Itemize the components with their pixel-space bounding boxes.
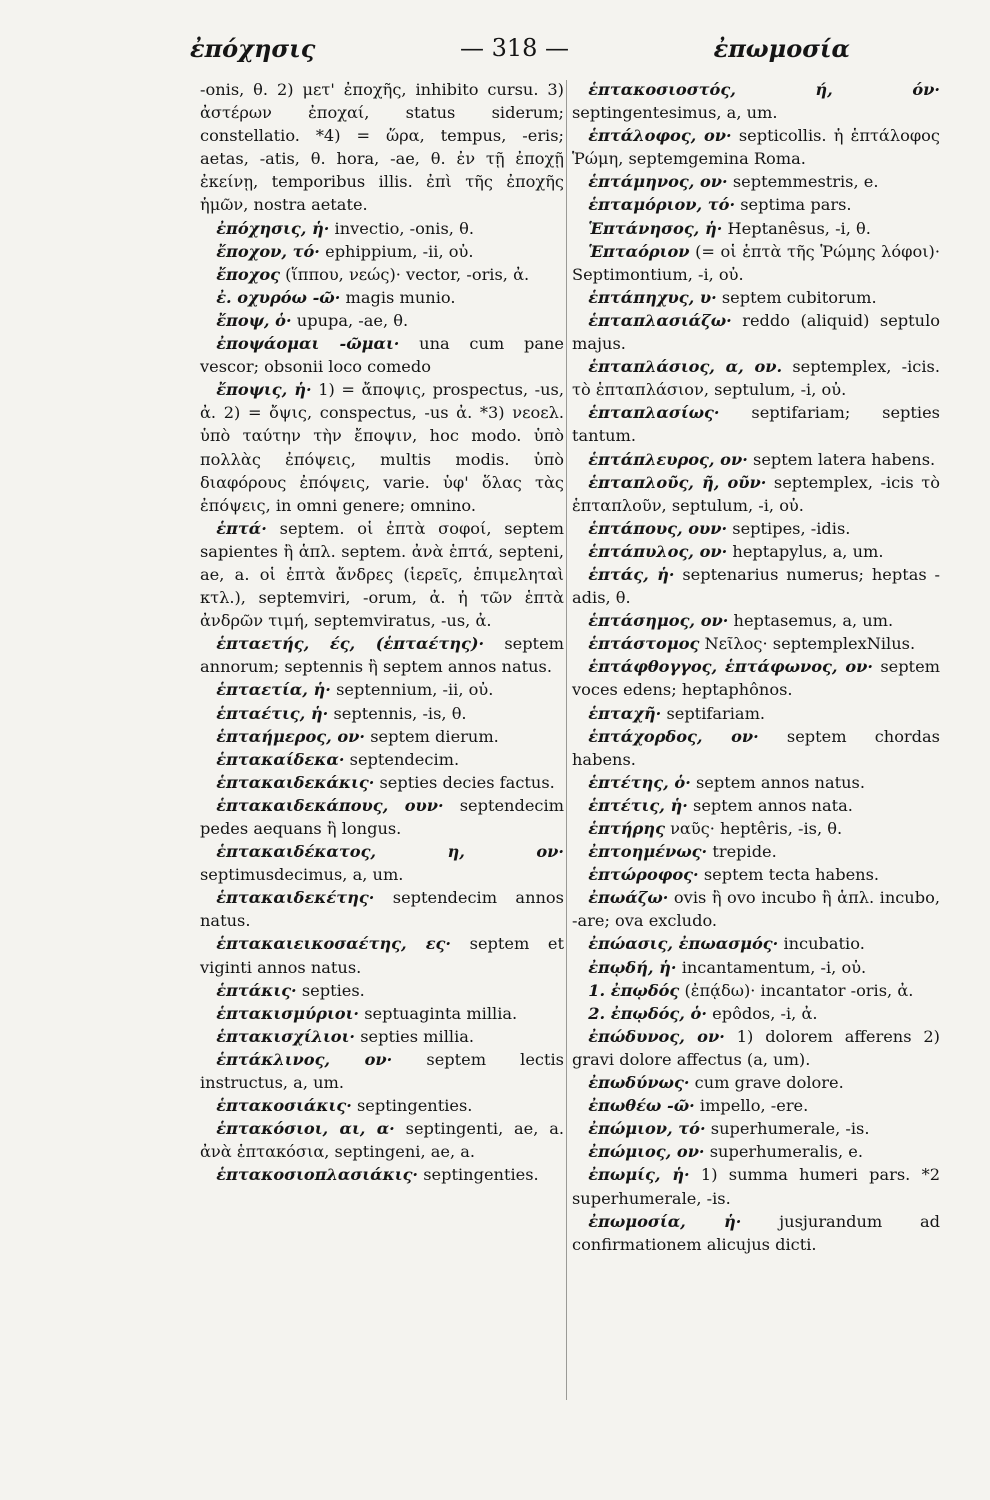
entry-definition: septendecim. <box>349 749 460 769</box>
entry-definition: septicollis. ἡ ἑπτάλοφος Ῥώμη, septemgemina Roma. <box>572 126 940 169</box>
entry-definition: septenarius numerus; heptas -adis, θ. <box>572 564 941 608</box>
dictionary-entry <box>572 1094 940 1117</box>
dictionary-entry <box>572 401 940 447</box>
entry-lemma: ἑπτέτις, ἡ· <box>588 795 688 815</box>
entry-lemma: ἑπταπλοῦς, ῆ, οῦν· <box>588 472 767 492</box>
entry-lemma: ἐπωάζω· <box>588 888 669 908</box>
entry-definition: septem tecta habens. <box>703 865 880 885</box>
entry-lemma: ἐπῳδή, ἡ· <box>588 957 677 977</box>
dictionary-entry <box>200 263 564 286</box>
entry-definition: incubatio. <box>783 934 865 954</box>
entry-definition: (= οἱ ἑπτὰ τῆς Ῥώμης λόφοι)· Septimontium, -i, οὐ. <box>572 241 941 284</box>
dictionary-entry <box>572 956 940 979</box>
entry-lemma: ἑπταήμερος, ον· <box>216 726 366 746</box>
dictionary-entry <box>572 240 940 286</box>
dictionary-entry <box>572 286 940 309</box>
entry-definition: una cum pane vescor; obsonii loco comedo <box>200 334 564 377</box>
dictionary-entry <box>200 932 564 978</box>
entry-definition: septem voces edens; heptaphônos. <box>572 657 940 700</box>
dictionary-entry <box>572 609 940 632</box>
entry-lemma: Ἑπτάνησος, ἡ· <box>588 218 723 238</box>
page-number: — 318 — <box>459 34 570 62</box>
entry-lemma: ἐπώασις, ἐπωασμός· <box>588 934 779 954</box>
entry-definition: cum grave dolore. <box>694 1073 844 1093</box>
entry-lemma: ἑπτακοσιοστός, ή, όν· <box>588 80 940 99</box>
entry-lemma: ἐπωμοσία, ἡ· <box>588 1211 742 1231</box>
entry-definition: septem annorum; septennis ἢ septem annos natus. <box>200 634 564 677</box>
entry-lemma: ἔποχος <box>216 264 280 284</box>
dictionary-entry <box>200 1025 564 1048</box>
dictionary-entry <box>572 540 940 563</box>
entry-definition: septennis, -is, θ. <box>333 703 467 723</box>
dictionary-entry <box>200 517 564 632</box>
entry-lemma: ἐπωμίς, ἡ· <box>588 1165 690 1185</box>
dictionary-entry <box>572 840 940 863</box>
entry-definition: septemplex, -icis τὸ ἑπταπλοῦν, septulum, -i, οὐ. <box>572 472 940 515</box>
dictionary-entry <box>572 1002 940 1025</box>
entry-definition: septuaginta millia. <box>364 1003 518 1023</box>
dictionary-entry <box>572 1117 940 1140</box>
entry-definition: 1) dolorem afferens 2) gravi dolore affectus (a, um). <box>572 1026 940 1069</box>
entry-lemma: ἑπτώροφος· <box>588 865 699 885</box>
dictionary-entry <box>572 78 940 124</box>
entry-definition: ναῦς· heptêris, -is, θ. <box>670 819 843 838</box>
dictionary-entry <box>572 193 940 216</box>
entry-definition: (ἵππου, νεώς)· vector, -oris, ἀ. <box>285 264 530 284</box>
entry-lemma: ἑπτακαιεικοσαέτης, ες· <box>216 934 452 954</box>
right-column <box>572 78 940 1256</box>
dictionary-entry <box>200 1117 564 1163</box>
entry-definition: septingentesimus, a, um. <box>572 103 778 123</box>
entry-lemma: ἑπτακοσιοπλασιάκις· <box>216 1165 419 1185</box>
entry-definition: septipes, -idis. <box>732 518 851 538</box>
entry-lemma: ἑπτακοσιάκις· <box>216 1096 352 1116</box>
entry-definition: septem et viginti annos natus. <box>200 934 564 977</box>
dictionary-entry <box>572 794 940 817</box>
entry-lemma: ἐ. οχυρόω -ῶ· <box>216 287 341 307</box>
entry-definition: heptasemus, a, um. <box>733 611 894 631</box>
dictionary-entry <box>572 655 940 701</box>
entry-lemma: ἔποψις, ἡ· <box>216 380 312 400</box>
entry-definition: septingenties. <box>357 1096 473 1116</box>
entry-definition: magis munio. <box>345 287 456 307</box>
dictionary-entry <box>200 1002 564 1025</box>
entry-lemma: ἐπωδύνως· <box>588 1073 690 1093</box>
entry-lemma: ἐπωθέω -ῶ· <box>588 1096 695 1116</box>
entry-definition: heptapylus, a, um. <box>732 541 884 561</box>
entry-definition: Heptanêsus, -i, θ. <box>727 218 871 238</box>
dictionary-entry <box>200 240 564 263</box>
entry-definition: septingenti, ae, a. ἀνὰ ἑπτακόσια, septingeni, ae, a. <box>200 1119 565 1162</box>
entry-lemma: ἑπτακισχίλιοι· <box>216 1026 356 1046</box>
dictionary-entry <box>200 286 564 309</box>
entry-lemma: ἑπταχῆ· <box>588 703 662 723</box>
entry-lemma: ἐπώμιος, ον· <box>588 1142 705 1162</box>
dictionary-entry <box>200 771 564 794</box>
dictionary-entry <box>200 979 564 1002</box>
entry-definition: upupa, -ae, θ. <box>296 310 409 330</box>
entry-definition: septem. οἱ ἑπτὰ σοφοί, septem sapientes ἢ ἁπλ. septem. ἀνὰ ἑπτά, septeni, ae, a. οἱ ἑπτὰ ἄνδρες (ἱερεῖς, ἐπιμεληταὶ κτλ.), septemviri, -orum, ἀ. ἡ τῶν ἑπτὰ ἀνδρῶν τιμή, septemviratus, -us, ἀ. <box>200 518 564 631</box>
entry-lemma: ἐπόχησις, ἡ· <box>216 218 330 238</box>
entry-lemma: ἑπτακαίδεκα· <box>216 749 345 769</box>
entry-lemma: ἑπτακισμύριοι· <box>216 1003 360 1023</box>
entry-lemma: ἐπώμιον, τό· <box>588 1119 706 1139</box>
dictionary-entry <box>200 217 564 240</box>
entry-lemma: ἑπτάπυλος, ον· <box>588 541 728 561</box>
dictionary-entry <box>572 471 940 517</box>
entry-definition: epôdos, -i, ἀ. <box>712 1003 818 1023</box>
entry-lemma: ἑπτέτης, ὁ· <box>588 772 691 792</box>
entry-lemma: ἑπταετία, ἡ· <box>216 680 331 700</box>
dictionary-entry <box>572 355 940 401</box>
entry-lemma: ἑπτήρης <box>588 819 665 838</box>
dictionary-entry <box>572 632 940 655</box>
entry-definition: septem annos nata. <box>693 795 853 815</box>
entry-definition: septem annos natus. <box>696 772 865 792</box>
entry-definition: septies. <box>301 980 365 1000</box>
entry-definition: septingenties. <box>423 1165 539 1185</box>
entry-definition: septies millia. <box>360 1026 475 1046</box>
entry-definition: superhumerale, -is. <box>710 1119 870 1139</box>
entry-definition: septem chordas habens. <box>572 726 940 769</box>
entry-lemma: ἑπτακαιδεκάπους, ουν· <box>216 795 444 815</box>
dictionary-entry <box>572 886 940 932</box>
entry-lemma: ἑπταέτις, ἡ· <box>216 703 329 723</box>
page-header <box>190 28 850 68</box>
dictionary-entry <box>200 332 564 378</box>
dictionary-entry <box>572 1210 940 1256</box>
dictionary-entry <box>200 840 564 886</box>
dictionary-entry <box>572 448 940 471</box>
entry-lemma: ἑπτάφθογγος, ἑπτάφωνος, ον· <box>588 657 873 677</box>
entry-definition: superhumeralis, e. <box>709 1142 863 1162</box>
entry-lemma: ἑπτά· <box>216 518 267 538</box>
entry-lemma: ἑπταπλάσιος, α, ον. <box>588 357 783 377</box>
dictionary-entry <box>200 378 564 517</box>
entry-lemma: ἑπτακαιδεκέτης· <box>216 888 375 908</box>
entry-definition: invectio, -onis, θ. <box>334 218 474 238</box>
right-running-headword: ἐπωμοσία <box>713 33 850 63</box>
entry-definition: septendecim pedes aequans ἢ longus. <box>200 795 564 838</box>
entry-definition: 1) = ἄποψις, prospectus, -us, ἀ. 2) = ὄψις, conspectus, -us ἀ. *3) νεοελ. ὑπὸ ταύτην τὴν ἔποψιν, hoc modo. ὑπὸ πολλὰς ἐπόψεις, multis modis. ὑπὸ διαφόρους ἐπόψεις, varie. ὑφ' ὅλας τὰς ἐπόψεις, in omni genere; omnino. <box>200 380 564 515</box>
dictionary-entry <box>200 886 564 932</box>
entry-lemma: ἑπταετής, ές, (ἑπταέτης)· <box>216 634 485 654</box>
dictionary-entry <box>200 1094 564 1117</box>
entry-lemma: ἐπτοημένως· <box>588 842 708 862</box>
entry-definition: ephippium, -ii, οὐ. <box>325 241 474 261</box>
dictionary-entry <box>200 309 564 332</box>
dictionary-entry <box>572 217 940 240</box>
entry-definition: septifariam; septies tantum. <box>572 403 940 446</box>
dictionary-entry <box>572 1163 940 1209</box>
dictionary-entry <box>572 170 940 193</box>
entry-lemma: 2. ἐπῳδός, ὁ· <box>588 1003 707 1023</box>
entry-lemma: Ἑπταόριον <box>588 241 690 261</box>
entry-lemma: ἑπτάκις· <box>216 980 297 1000</box>
dictionary-entry <box>572 1140 940 1163</box>
dictionary-entry <box>572 1025 940 1071</box>
dictionary-entry <box>572 771 940 794</box>
entry-definition: reddo (aliquid) septulo majus. <box>572 310 940 354</box>
entry-lemma: ἑπτακόσιοι, αι, α· <box>216 1119 395 1139</box>
dictionary-entry <box>572 932 940 955</box>
entry-lemma: ἑπτάχορδος, ον· <box>588 726 759 746</box>
entry-definition: septem lectis instructus, a, um. <box>200 1049 564 1093</box>
entry-lemma: ἑπτάστομος <box>588 634 700 654</box>
entry-definition: trepide. <box>712 842 777 862</box>
entry-definition: impello, -ere. <box>699 1096 809 1116</box>
entry-lemma: ἑπτακαιδέκατος, η, ον· <box>216 842 564 862</box>
entry-definition: -onis, θ. 2) μετ' ἐποχῆς, inhibito cursu. 3) ἀστέρων ἐποχαί, status siderum; constellatio. *4) = ὥρα, tempus, -eris; aetas, -atis, θ. hora, -ae, θ. ἐν τῇ ἐποχῇ ἐκείνῃ, temporibus illis. ἐπὶ τῆς ἐποχῆς ἡμῶν, nostra aetate. <box>200 80 564 215</box>
entry-lemma: ἑπτάμηνος, ον· <box>588 172 728 192</box>
dictionary-entry <box>200 678 564 701</box>
entry-definition: jusjurandum ad confirmationem alicujus dicti. <box>572 1211 940 1254</box>
entry-lemma: ἑπταμόριον, τό· <box>588 195 736 215</box>
dictionary-entry <box>572 725 940 771</box>
dictionary-entry <box>200 702 564 725</box>
entry-definition: (ἐπᾴδω)· incantator -oris, ἀ. <box>684 980 914 1000</box>
column-divider <box>566 80 567 1400</box>
dictionary-entry <box>572 517 940 540</box>
left-column <box>200 78 564 1187</box>
entry-definition: septifariam. <box>666 703 766 723</box>
entry-lemma: ἑπταπλασιάζω· <box>588 310 732 330</box>
dictionary-entry <box>200 78 564 217</box>
dictionary-entry <box>572 563 940 609</box>
dictionary-entry <box>200 1048 564 1094</box>
entry-definition: septennium, -ii, οὐ. <box>336 680 494 700</box>
dictionary-entry <box>200 725 564 748</box>
entry-lemma: ἑπταπλασίως· <box>588 403 720 423</box>
entry-lemma: ἑπτάπους, ουν· <box>588 518 728 538</box>
entry-lemma: 1. ἐπῳδός <box>588 980 680 1000</box>
entry-lemma: ἑπτάπλευρος, ον· <box>588 449 748 469</box>
dictionary-entry <box>200 748 564 771</box>
entry-lemma: ἑπτάλοφος, ον· <box>588 126 732 146</box>
entry-lemma: ἑπτάκλινος, ον· <box>216 1049 393 1069</box>
entry-definition: ovis ἢ ovo incubo ἢ ἁπλ. incubo, -are; ova excludo. <box>572 888 940 931</box>
left-running-headword: ἐπόχησις <box>190 33 316 63</box>
dictionary-entry <box>572 309 940 355</box>
entry-lemma: ἑπτακαιδεκάκις· <box>216 772 375 792</box>
dictionary-entry <box>572 124 940 170</box>
dictionary-entry <box>572 1071 940 1094</box>
dictionary-entry <box>200 794 564 840</box>
entry-definition: septem cubitorum. <box>721 287 877 307</box>
entry-definition: septendecim annos natus. <box>200 888 564 931</box>
entry-lemma: ἐπώδυνος, ον· <box>588 1026 725 1046</box>
entry-lemma: ἔποψ, ὁ· <box>216 310 292 330</box>
entry-lemma: ἑπτάσημος, ον· <box>588 611 729 631</box>
entry-definition: septem latera habens. <box>753 449 936 469</box>
entry-definition: septies decies factus. <box>379 772 555 792</box>
entry-definition: septem dierum. <box>370 726 499 746</box>
entry-definition: septima pars. <box>740 195 852 215</box>
entry-lemma: ἐποψάομαι -ῶμαι· <box>216 334 400 354</box>
entry-definition: Νεῖλος· septemplexNilus. <box>704 634 916 654</box>
dictionary-entry <box>572 702 940 725</box>
entry-lemma: ἑπτάπηχυς, υ· <box>588 287 717 307</box>
dictionary-entry <box>572 817 940 840</box>
entry-lemma: ἑπτάς, ἡ· <box>588 564 675 584</box>
entry-definition: septemmestris, e. <box>732 172 879 192</box>
entry-definition: septemplex, -icis. τὸ ἑπταπλάσιον, septulum, -i, οὐ. <box>572 357 940 400</box>
entry-lemma: ἔποχον, τό· <box>216 241 320 261</box>
entry-definition: incantamentum, -i, οὐ. <box>681 957 867 977</box>
dictionary-entry <box>200 632 564 678</box>
entry-definition: septimusdecimus, a, um. <box>200 865 404 885</box>
dictionary-entry <box>200 1163 564 1186</box>
entry-definition: 1) summa humeri pars. *2 superhumerale, -is. <box>572 1165 940 1208</box>
dictionary-entry <box>572 979 940 1002</box>
dictionary-entry <box>572 863 940 886</box>
